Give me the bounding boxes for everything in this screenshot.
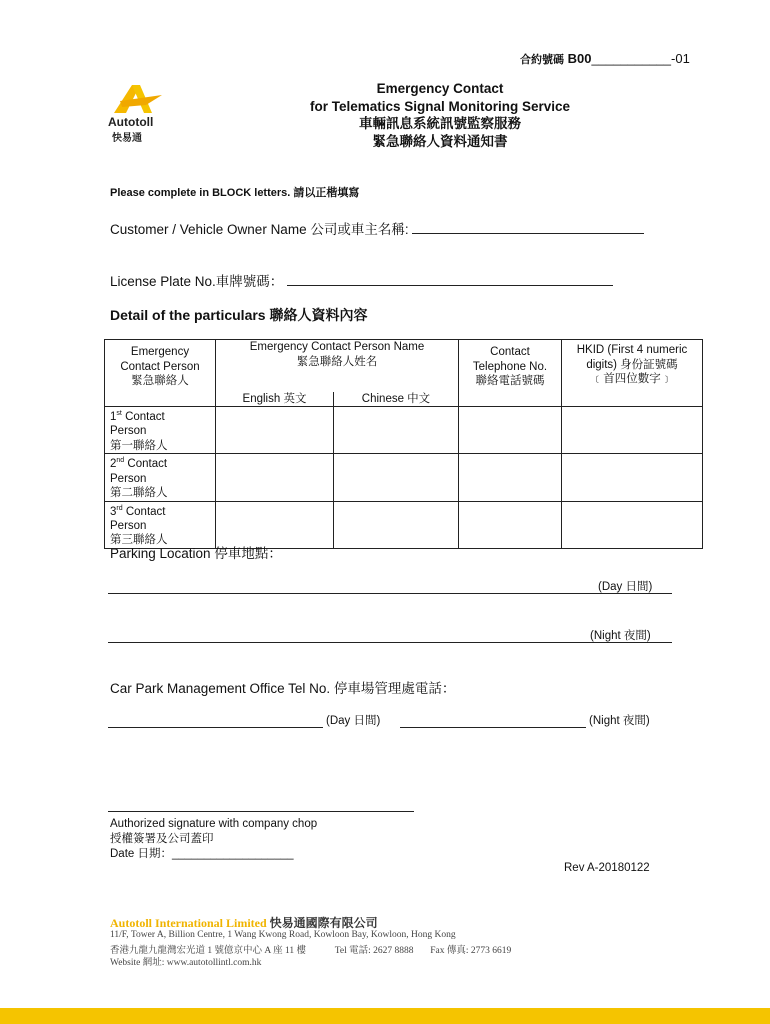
carpark-night-label: (Night 夜間) xyxy=(589,715,650,727)
carpark-label: Car Park Management Office Tel No. 停車場管理處電話： xyxy=(110,681,456,696)
contact-table xyxy=(104,339,703,549)
parking-day-label: (Day 日間) xyxy=(598,581,653,593)
logo-name: Autotoll xyxy=(108,115,154,129)
company-name-cn: 快易通國際有限公司 xyxy=(269,916,378,930)
contract-suffix: -01 xyxy=(671,51,690,66)
plate-input[interactable] xyxy=(287,273,613,286)
owner-name-input[interactable] xyxy=(412,221,644,234)
cell-english-1[interactable] xyxy=(216,407,334,454)
date-label: Date 日期： xyxy=(110,848,172,860)
signature-label: Authorized signature with company chop xyxy=(110,818,318,830)
logo-name-cn: 快易通 xyxy=(112,133,142,144)
header-english: English 英文 xyxy=(216,392,334,407)
company-name-en: Autotoll International Limited xyxy=(110,916,267,930)
telephone: Tel 電話: 2627 8888 xyxy=(334,946,414,956)
row-label-3: 3rd Contact Person 第三聯絡人 xyxy=(105,501,216,548)
header-telephone: Contact Telephone No. 聯絡電話號碼 xyxy=(459,340,562,407)
website[interactable]: Website 網址: www.autotollintl.com.hk xyxy=(110,958,262,968)
cell-tel-3[interactable] xyxy=(459,501,562,548)
address-en: 11/F, Tower A, Billion Centre, 1 Wang Kwong Road, Kowloon Bay, Kowloon, Hong Kong xyxy=(110,930,456,940)
cell-tel-1[interactable] xyxy=(459,407,562,454)
row-label-2: 2nd Contact Person 第二聯絡人 xyxy=(105,454,216,501)
plate-field xyxy=(110,270,613,290)
form-title xyxy=(200,80,680,150)
plate-label: License Plate No.車牌號碼： xyxy=(110,274,284,289)
carpark-day-input[interactable] xyxy=(108,727,323,728)
header-chinese: Chinese 中文 xyxy=(334,392,459,407)
autotoll-logo-icon xyxy=(106,83,166,117)
parking-night-label: (Night 夜間) xyxy=(590,630,651,642)
signature-block xyxy=(110,817,317,862)
header-hkid: HKID (First 4 numeric digits) 身份証號碼 ﹝首四位數字﹞ xyxy=(562,340,703,407)
cell-chinese-3[interactable] xyxy=(334,501,459,548)
footer-accent-bar xyxy=(0,1008,770,1024)
address-cn: 香港九龍九龍灣宏光道 1 號億京中心 A 座 11 樓 xyxy=(110,946,306,956)
instruction-note: Please complete in BLOCK letters. 請以正楷填寫 xyxy=(110,187,360,199)
title-line-1: Emergency Contact xyxy=(376,81,504,96)
parking-day-input[interactable] xyxy=(108,593,672,594)
section-title: Detail of the particulars 聯絡人資料內容 xyxy=(110,307,368,323)
cell-hkid-3[interactable] xyxy=(562,501,703,548)
title-line-3: 車輛訊息系統訊號監察服務 xyxy=(359,116,521,131)
revision: Rev A-20180122 xyxy=(564,862,650,874)
title-line-2: for Telematics Signal Monitoring Service xyxy=(309,98,571,114)
cell-tel-2[interactable] xyxy=(459,454,562,501)
contract-label: 合約號碼 xyxy=(520,54,564,66)
owner-name-field xyxy=(110,218,644,238)
table-row xyxy=(105,407,703,454)
cell-english-2[interactable] xyxy=(216,454,334,501)
autotoll-logo xyxy=(106,83,166,143)
carpark-night-input[interactable] xyxy=(400,727,586,728)
fax: Fax 傳真: 2773 6619 xyxy=(430,946,512,956)
header-name: Emergency Contact Person Name 緊急聯絡人姓名 xyxy=(216,340,459,392)
signature-input[interactable] xyxy=(108,811,414,812)
cell-chinese-1[interactable] xyxy=(334,407,459,454)
parking-night-input[interactable] xyxy=(108,642,672,643)
cell-chinese-2[interactable] xyxy=(334,454,459,501)
contract-prefix: B00 xyxy=(567,51,592,66)
company-name xyxy=(110,914,378,931)
cell-hkid-1[interactable] xyxy=(562,407,703,454)
cell-hkid-2[interactable] xyxy=(562,454,703,501)
contract-blank[interactable]: ___________ xyxy=(591,51,672,66)
date-input[interactable]: ___________________ xyxy=(172,848,294,860)
carpark-day-label: (Day 日間) xyxy=(326,715,381,727)
header-contact-person: Emergency Contact Person 緊急聯絡人 xyxy=(105,340,216,407)
owner-name-label: Customer / Vehicle Owner Name 公司或車主名稱: xyxy=(110,222,409,237)
parking-label: Parking Location 停車地點： xyxy=(110,546,282,561)
table-row xyxy=(105,454,703,501)
row-label-1: 1st Contact Person 第一聯絡人 xyxy=(105,407,216,454)
signature-label-cn: 授權簽署及公司蓋印 xyxy=(110,833,214,845)
contract-number xyxy=(520,51,690,67)
title-line-4: 緊急聯絡人資料通知書 xyxy=(372,133,508,149)
